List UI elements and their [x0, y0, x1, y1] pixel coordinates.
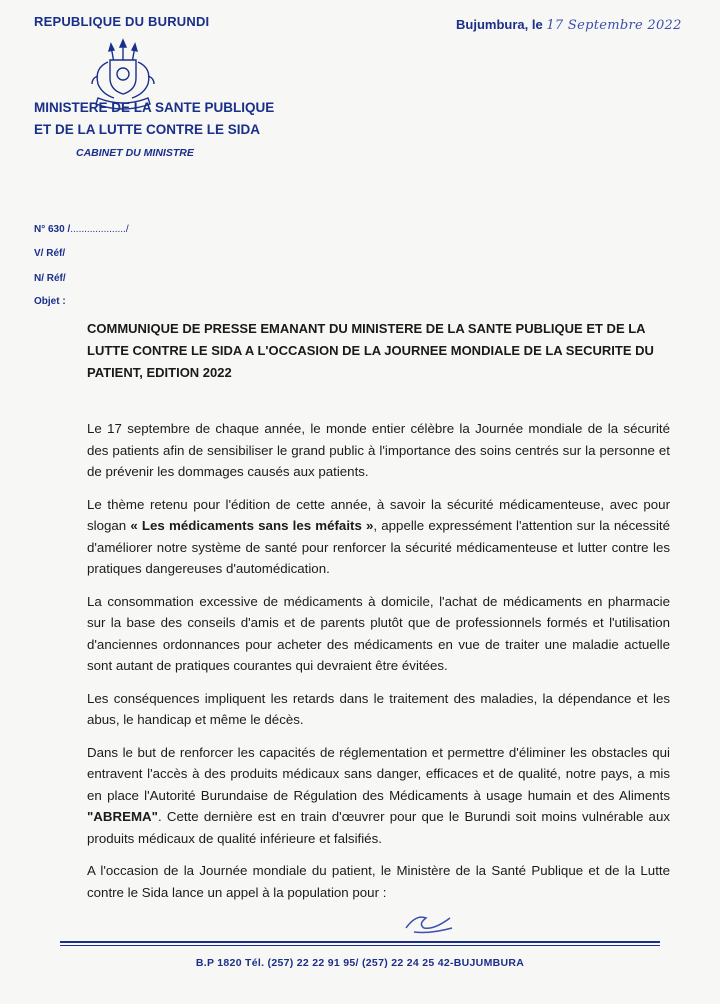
- paragraph-4: Les conséquences impliquent les retards dans le traitement des maladies, la dépendance et les abus, le handicap et même le décès.: [87, 690, 670, 727]
- handwritten-date: 17 Septembre 2022: [546, 18, 682, 33]
- notre-reference: N/ Réf/: [34, 273, 66, 284]
- republic-title: REPUBLIQUE DU BURUNDI: [34, 14, 210, 29]
- paragraph-5: [87, 742, 670, 850]
- reference-number: [34, 224, 129, 235]
- place-date: [456, 17, 682, 33]
- slogan: « Les médicaments sans les méfaits »: [130, 518, 374, 533]
- paragraph-2-text-a: Le thème retenu pour l'édition de cette année, à savoir la sécurité médicamenteuse, avec pour slogan: [87, 496, 670, 533]
- letterhead: [34, 14, 304, 159]
- ministry-title-line1: MINISTERE DE LA SANTE PUBLIQUE: [34, 100, 275, 115]
- paragraph-3: La consommation excessive de médicaments à domicile, l'achat de médicaments en pharmacie sur la base des conseils d'amis et de parents plutôt que de professionnels formés et l'utilisation d'anciennes ordonnances pour acheter des médicaments en vue de traiter une maladie actuelle sont autant de pratiques courantes qui devraient être évitées.: [87, 593, 670, 673]
- abrema-name: "ABREMA": [87, 809, 158, 824]
- date-prefix: Bujumbura, le: [456, 17, 543, 32]
- reference-number-blank: ..................../: [70, 224, 129, 235]
- votre-reference: V/ Réf/: [34, 248, 66, 259]
- footer-contact: B.P 1820 Tél. (257) 22 22 91 95/ (257) 22 24 25 42-BUJUMBURA: [195, 957, 525, 969]
- cabinet-label: CABINET DU MINISTRE: [76, 147, 194, 159]
- reference-number-label: N° 630 /: [34, 224, 71, 235]
- paragraph-2: [87, 494, 670, 580]
- initials-signature: [402, 908, 456, 936]
- footer-rule: [60, 941, 660, 943]
- paragraph-6: A l'occasion de la Journée mondiale du patient, le Ministère de la Santé Publique et de la Lutte contre le Sida lance un appel à la population pour :: [87, 863, 670, 900]
- ministry-title-line2: ET DE LA LUTTE CONTRE LE SIDA: [34, 122, 260, 137]
- paragraph-1: Le 17 septembre de chaque année, le monde entier célèbre la Journée mondiale de la sécurité des patients afin de sensibiliser le grand public à l'importance des soins centrés sur la personne et de prévenir les dommages causés aux patients.: [87, 421, 670, 479]
- objet-label: Objet :: [34, 296, 66, 307]
- letter-body: [87, 418, 670, 914]
- paragraph-2-text-b: , appelle expressément l'attention sur la nécessité d'améliorer notre système de santé pour renforcer la sécurité médicamenteuse et lutter contre les pratiques dangereuses d'automédication.: [87, 518, 670, 576]
- paragraph-5-text-a: Dans le but de renforcer les capacités de réglementation et permettre d'éliminer les obstacles qui entravent l'accès à des produits médicaux sans danger, efficaces et de qualité, notre pays, a mis en place l'Autorité Burundaise de Régulation des Médicaments à usage humain et des Aliments: [87, 744, 670, 803]
- subject-heading: COMMUNIQUE DE PRESSE EMANANT DU MINISTERE DE LA SANTE PUBLIQUE ET DE LA LUTTE CONTRE LE SIDA A L'OCCASION DE LA JOURNEE MONDIALE DE LA SECURITE DU PATIENT, EDITION 2022: [87, 321, 654, 380]
- paragraph-5-text-b: . Cette dernière est en train d'œuvrer pour que le Burundi soit moins vulnérable aux produits médicaux de qualité inférieure et falsifiés.: [87, 809, 670, 846]
- footer-rule-thin: [60, 945, 660, 946]
